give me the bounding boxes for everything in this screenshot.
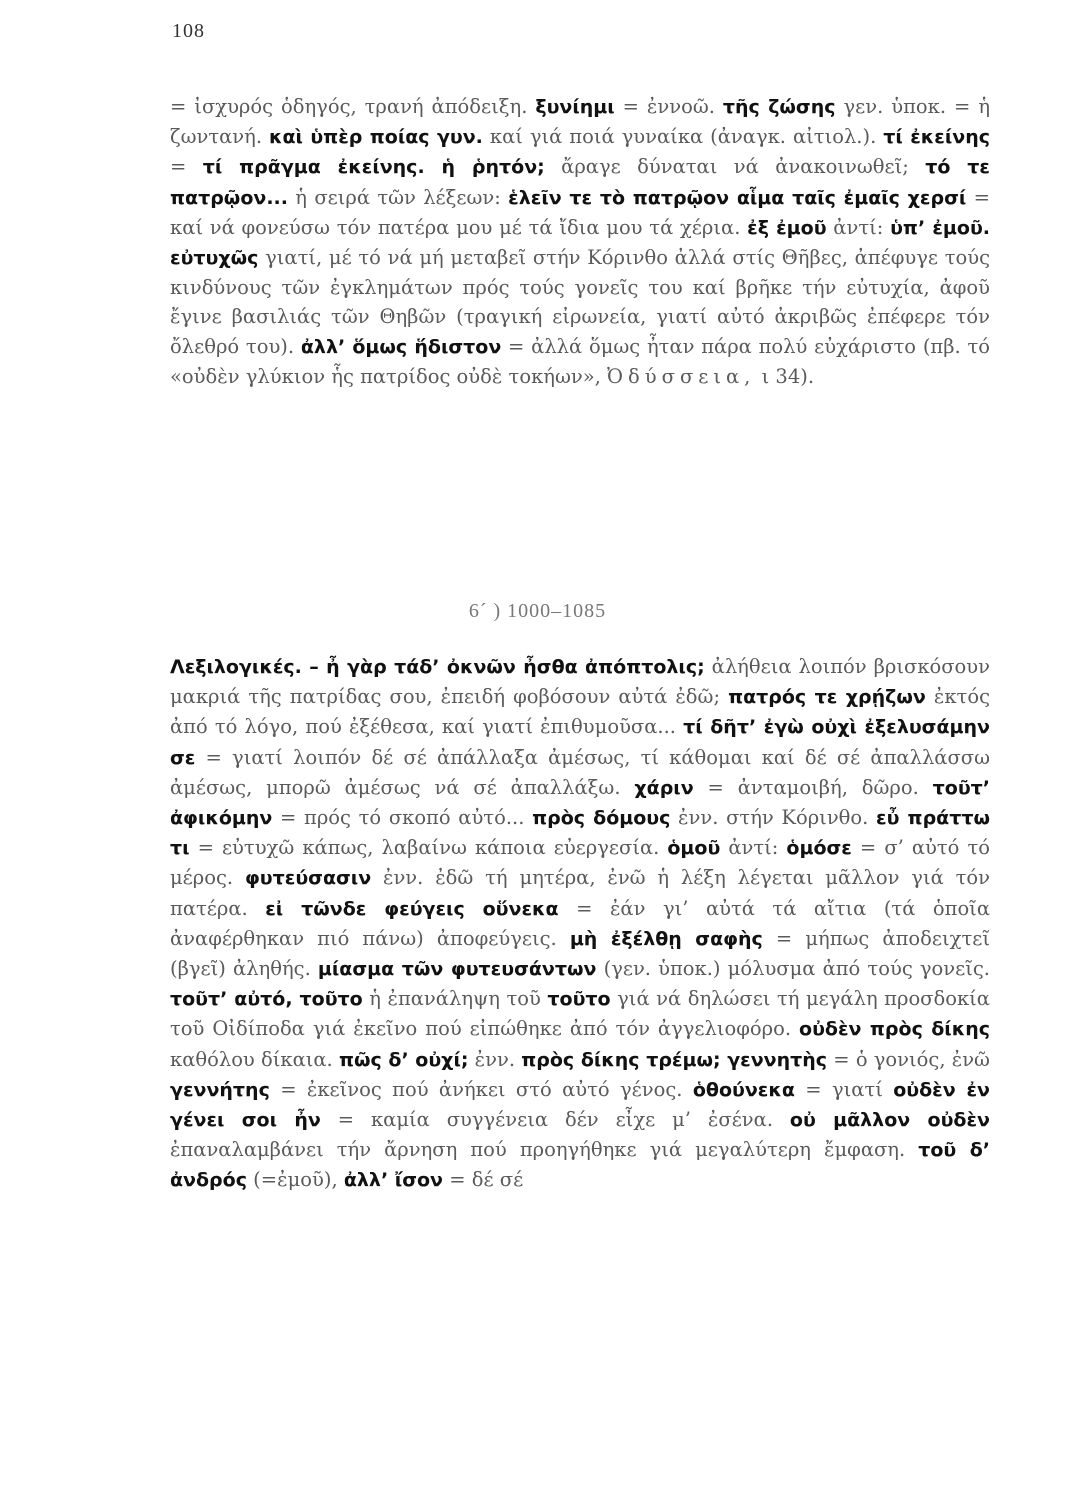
spaced-title: Ὀδύσσεια, — [607, 364, 756, 388]
section-heading: 6´ ) 1000–1085 — [468, 600, 607, 622]
lemma-term: φυτεύσασιν — [244, 867, 372, 890]
lemma-term: τοῦτ’ ἀφικόμην — [170, 776, 991, 830]
lemma-term: καὶ ὑπὲρ ποίας γυν. — [269, 126, 483, 149]
lemma-term: ὑπ’ ἐμοῦ. εὐτυχῶς — [170, 216, 990, 270]
gloss-text: = γιατί λοιπόν δέ σέ ἀπάλλαξα ἀμέσως, τί κάθομαι καί δέ σέ ἀπαλλάσσω ἀμέσως, μπορῶ ἀμέσως νά σέ ἀπαλλάξω. — [170, 745, 990, 799]
lemma-term: γεννήτης — [170, 1078, 270, 1101]
lemma-term: τοῦτ’ αὐτό, τοῦτο — [170, 988, 363, 1011]
gloss-text: ἀντί: — [720, 836, 787, 860]
lemma-term: ὁθούνεκα — [692, 1078, 795, 1101]
lemma-term: οὐ μᾶλλον οὐδὲν — [789, 1109, 990, 1132]
lemma-term: ἦ γὰρ τάδ’ ὀκνῶν ἦσθα ἀπόπτολις; — [326, 656, 705, 678]
lemma-term: τί ἐκείνης — [883, 126, 991, 149]
lemma-term: τό τε πατρῷον... — [170, 156, 990, 209]
gloss-text: καί γιά ποιά γυναίκα (ἀναγκ. αἰτιολ.). — [482, 125, 884, 149]
gloss-text: ἐνν. — [468, 1047, 522, 1071]
section-lead: Λεξιλογικές. – — [170, 656, 327, 678]
lemma-term: ἐξ ἐμοῦ — [747, 216, 827, 239]
lemma-term: ὁμόσε — [786, 837, 852, 860]
gloss-text: = ἐκεῖνος πού ἀνήκει στό αὐτό γένος. — [269, 1077, 693, 1101]
gloss-text: = γιατί — [794, 1077, 894, 1101]
lemma-term: τοῦτο — [547, 988, 611, 1011]
lemma-term: μὴ ἐξέλθῃ σαφὴς — [569, 927, 763, 950]
gloss-text: (=ἐμοῦ), — [246, 1168, 344, 1192]
lemma-term: ἀλλ’ ἴσον — [343, 1169, 443, 1192]
gloss-text: ἄραγε δύναται νά ἀνακοινωθεῖ; — [544, 155, 926, 179]
gloss-text: ἐπαναλαμβάνει τήν ἄρνηση πού προηγήθηκε γιά μεγαλύτερη ἔμφαση. — [170, 1138, 919, 1162]
gloss-text: γιατί, μέ τό νά μή μεταβεῖ στήν Κόρινθο ἀλλά στίς Θῆβες, ἀπέφυγε τούς κινδύνους τῶν ἐγκλημάτων πρός τούς γονεῖς του καί βρῆκε τήν εὐτυχία, ἀφοῦ ἔγινε βασιλιάς τῶν Θηβῶν (τραγική εἰρωνεία, γιατί αὐτό ἀκριβῶς ἐπέφερε τόν ὄλεθρό του). — [170, 246, 990, 358]
gloss-text: ἐνν. ἐδῶ τή μητέρα, ἐνῶ ἡ λέξη λέγεται μᾶλλον γιά τόν πατέρα. — [170, 866, 990, 920]
lemma-term: ἀλλ’ ὅμως ἥδιστον — [300, 335, 502, 358]
lemma-term: πρὸς δίκης τρέμω; γεννητὴς — [521, 1048, 828, 1071]
gloss-text: = πρός τό σκοπό αὐτό... — [272, 806, 533, 830]
gloss-text: ἡ ἐπανάληψη τοῦ — [362, 987, 548, 1011]
lemma-term: πρὸς δόμους — [532, 807, 671, 830]
gloss-text: ἡ σειρά τῶν λέξεων: — [287, 185, 509, 209]
lemma-term: τί πρᾶγμα ἐκείνης. ἡ ῥητόν; — [202, 156, 545, 179]
gloss-text: καθόλου δίκαια. — [170, 1047, 339, 1071]
lemma-term: τί δῆτ’ ἐγὼ οὐχὶ ἐξελυσάμην σε — [170, 716, 990, 769]
lemma-term: εἰ τῶνδε φεύγεις οὕνεκα — [265, 897, 559, 920]
gloss-text: ἐνν. στήν Κόρινθο. — [670, 806, 877, 830]
lemma-term: ὁμοῦ — [667, 837, 721, 860]
lemma-term: οὐδὲν πρὸς δίκης — [799, 1018, 991, 1041]
lemma-term: πατρός τε χρῄζων — [728, 686, 926, 709]
gloss-text: (γεν. ὑποκ.) μόλυσμα ἀπό τούς γονεῖς. — [596, 957, 990, 981]
lemma-term: οὐδὲν ἐν γένει σοι ἦν — [170, 1078, 990, 1132]
gloss-text: = — [170, 155, 203, 179]
lemma-term: πῶς δ’ οὐχί; — [338, 1048, 469, 1071]
gloss-text: = δέ σέ — [443, 1168, 524, 1192]
lemma-term: χάριν — [634, 776, 694, 799]
gloss-text: ἀλήθεια λοιπόν βρισκόσουν μακριά τῆς πατρίδας σου, ἐπειδή φοβόσουν αὐτά ἐδῶ; — [170, 655, 991, 709]
gloss-text: = ἐάν γι’ αὐτά τά αἴτια (τά ὁποῖα ἀναφέρθηκαν πιό πάνω) ἀποφεύγεις. — [170, 896, 990, 950]
lemma-term: εὖ πράττω τι — [170, 807, 990, 860]
gloss-text: γεν. ὑποκ. = ἡ ζωντανή. — [170, 95, 990, 149]
lemma-term: τῆς ζώσης — [722, 96, 836, 118]
gloss-text: = καί νά φονεύσω τόν πατέρα μου μέ τά ἴδια μου τά χέρια. — [170, 185, 990, 239]
lemma-term: τοῦ δ’ ἀνδρός — [170, 1139, 990, 1192]
gloss-text: = ἀνταμοιβή, δῶρο. — [693, 775, 933, 799]
commentary-paragraph-1 — [170, 92, 990, 391]
page-number: 108 — [172, 20, 205, 42]
lemma-term: ἑλεῖν τε τὸ πατρῷον αἷμα ταῖς ἐμαῖς χερσί — [508, 186, 967, 209]
gloss-text: γιά νά δηλώσει τή μεγάλη προσδοκία τοῦ Οἰδίποδα γιά ἐκεῖνο πού εἰπώθηκε ἀπό τόν ἀγγελιοφόρο. — [170, 987, 990, 1041]
gloss-text: = σ’ αὐτό τό μέρος. — [170, 836, 990, 890]
lemma-term: μίασμα τῶν φυτευσάντων — [317, 958, 597, 981]
commentary-paragraph-2 — [170, 652, 990, 1196]
gloss-text: ἐκτός ἀπό τό λόγο, πού ἐξέθεσα, καί γιατί ἐπιθυμοῦσα... — [170, 685, 990, 739]
gloss-text: ἀντί: — [826, 215, 891, 239]
gloss-text: = καμία συγγένεια δέν εἶχε μ’ ἐσένα. — [320, 1108, 790, 1132]
gloss-text: = ἀλλά ὅμως ἦταν πάρα πολύ εὐχάριστο (πβ. τό «οὐδὲν γλύκιον ἧς πατρίδος οὐδὲ τοκήων», — [170, 334, 991, 388]
gloss-text: = εὐτυχῶ κάπως, λαβαίνω κάποια εὐεργεσία. — [189, 836, 668, 860]
gloss-text: ι 34). — [755, 364, 815, 388]
gloss-text: = μήπως ἀποδειχτεῖ (βγεῖ) ἀληθής. — [170, 926, 990, 981]
lemma-term: ξυνίημι — [535, 96, 615, 118]
gloss-text: = ὁ γονιός, ἐνῶ — [827, 1047, 990, 1071]
gloss-text: = ἐννοῶ. — [614, 95, 723, 118]
gloss-text: = ἰσχυρός ὁδηγός, τρανή ἀπόδειξη. — [170, 95, 536, 118]
